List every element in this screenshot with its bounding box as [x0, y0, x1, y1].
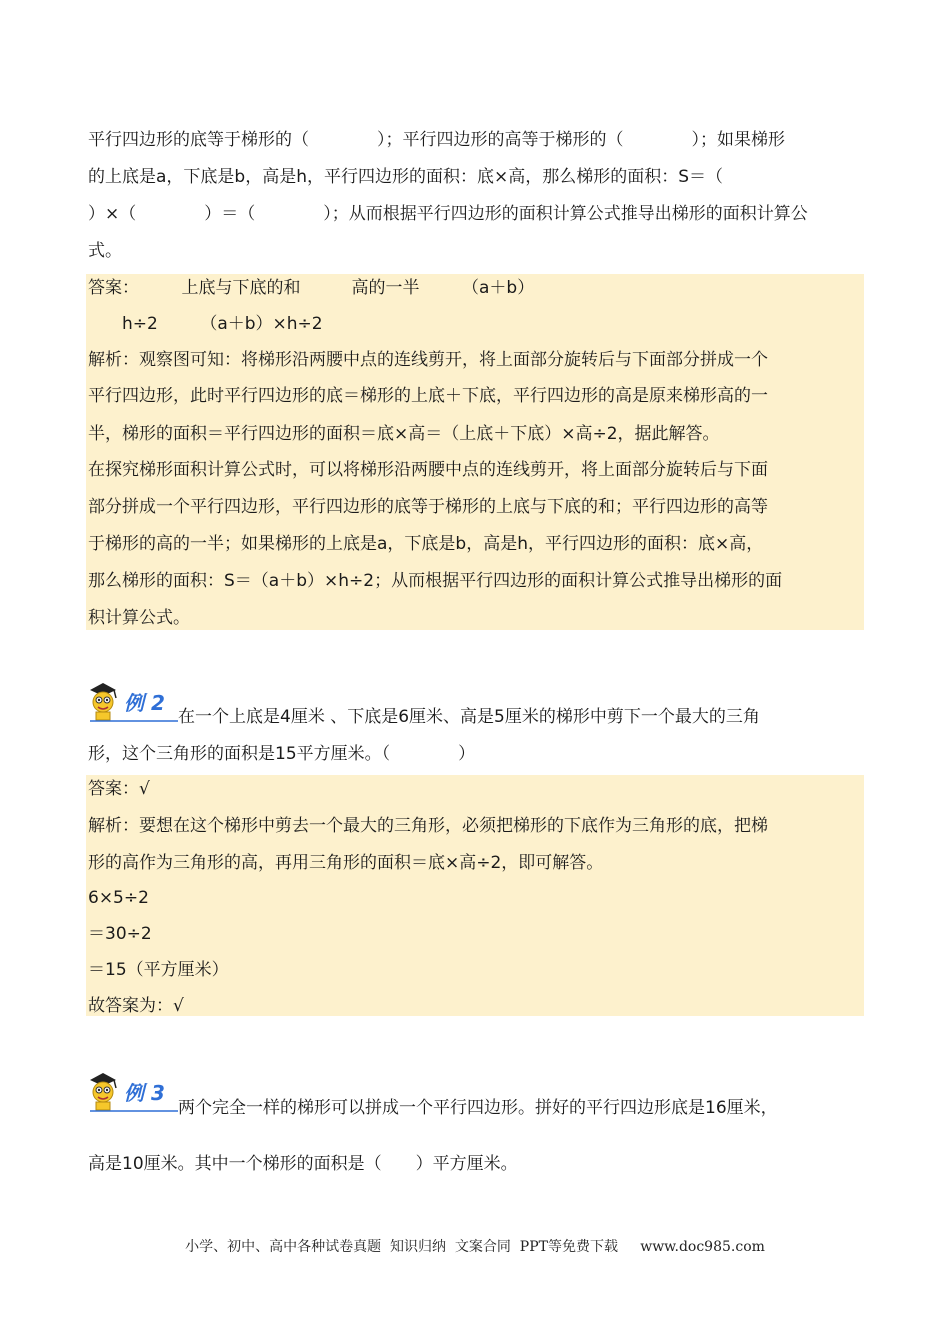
q1-line-3: ）×（ ）＝（ ）；从而根据平行四边形的面积计算公式推导出梯形的面积计算公 — [88, 204, 808, 224]
q1-line-2: 的上底是a，下底是b，高是h，平行四边形的面积：底×高，那么梯形的面积：S＝（ — [88, 167, 724, 187]
answer-1-line-3: 解析：观察图可知：将梯形沿两腰中点的连线剪开，将上面部分旋转后与下面部分拼成一个 — [88, 350, 768, 370]
answer-2-line-7: 故答案为：√ — [88, 996, 184, 1016]
answer-1-line-9: 那么梯形的面积：S＝（a＋b）×h÷2；从而根据平行四边形的面积计算公式推导出梯形的面 — [88, 571, 783, 591]
ex3-line-1: 两个完全一样的梯形可以拼成一个平行四边形。拼好的平行四边形底是16厘米， — [178, 1098, 778, 1118]
answer-2-line-4: 6×5÷2 — [88, 888, 149, 908]
ex2-line-2: 形，这个三角形的面积是15平方厘米。（ ） — [88, 744, 476, 764]
example-3-badge — [86, 1068, 178, 1112]
example-3-badge-label: 例 3 — [124, 1081, 165, 1105]
answer-2-line-5: ＝30÷2 — [88, 924, 152, 944]
answer-1-line-5: 半，梯形的面积＝平行四边形的面积＝底×高＝（上底＋下底）×高÷2，据此解答。 — [88, 424, 720, 444]
answer-2-line-1: 答案：√ — [88, 779, 150, 799]
answer-1-line-2: h÷2 （a＋b）×h÷2 — [88, 314, 323, 334]
ex3-line-2: 高是10厘米。其中一个梯形的面积是（ ）平方厘米。 — [88, 1154, 518, 1174]
answer-1-line-8: 于梯形的高的一半；如果梯形的上底是a，下底是b，高是h，平行四边形的面积：底×高， — [88, 534, 764, 554]
answer-1-line-7: 部分拼成一个平行四边形，平行四边形的底等于梯形的上底与下底的和；平行四边形的高等 — [88, 497, 768, 517]
page-footer: 小学、初中、高中各种试卷真题 知识归纳 文案合同 PPT等免费下载 www.doc985.com — [185, 1239, 765, 1255]
answer-1-line-6: 在探究梯形面积计算公式时，可以将梯形沿两腰中点的连线剪开，将上面部分旋转后与下面 — [88, 460, 768, 480]
doctor-cartoon-icon — [86, 678, 178, 722]
answer-1-line-10: 积计算公式。 — [88, 608, 190, 628]
q1-line-4: 式。 — [88, 241, 122, 261]
doctor-cartoon-icon — [86, 1068, 178, 1112]
answer-2-line-6: ＝15（平方厘米） — [88, 960, 229, 980]
q1-line-1: 平行四边形的底等于梯形的（ ）；平行四边形的高等于梯形的（ ）；如果梯形 — [88, 130, 785, 150]
answer-1-line-1: 答案： 上底与下底的和 高的一半 （a＋b） — [88, 278, 535, 298]
answer-2-line-3: 形的高作为三角形的高，再用三角形的面积＝底×高÷2，即可解答。 — [88, 853, 604, 873]
example-2-badge-label: 例 2 — [124, 691, 165, 715]
example-2-badge — [86, 678, 178, 722]
ex2-line-1: 在一个上底是4厘米 、下底是6厘米、高是5厘米的梯形中剪下一个最大的三角 — [178, 707, 760, 727]
answer-1-line-4: 平行四边形，此时平行四边形的底＝梯形的上底＋下底，平行四边形的高是原来梯形高的一 — [88, 386, 768, 406]
answer-2-line-2: 解析：要想在这个梯形中剪去一个最大的三角形，必须把梯形的下底作为三角形的底，把梯 — [88, 816, 768, 836]
